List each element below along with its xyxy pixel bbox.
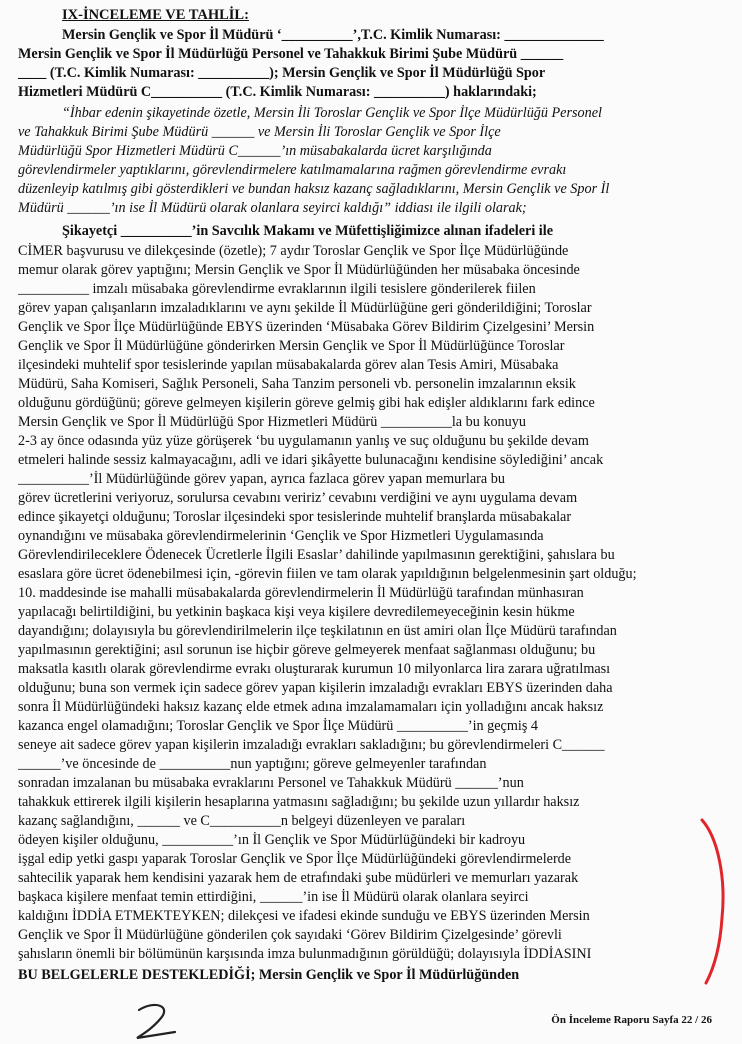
section-heading: IX-İNCELEME VE TAHLİL: <box>62 7 249 23</box>
text-line: yapılmasının gerektiğini; asıl sorunun ise hiçbir göreve gelmeyerek menfaat sağlanması olduğunu; bu <box>18 642 596 658</box>
text-line: kaldığını İDDİA ETMEKTEYKEN; dilekçesi ve ifadesi ekinde sunduğu ve EBYS üzerinden Mersin <box>18 908 590 924</box>
text-line: ödeyen kişiler olduğunu, __________’ın İl Gençlik ve Spor Müdürlüğündeki bir kadroyu <box>18 832 526 848</box>
text-line: Müdürü, Saha Komiseri, Sağlık Personeli, Saha Tanzim personeli vb. personelin imzalarının eksik <box>18 376 576 392</box>
text-line: 2-3 ay önce odasında yüz yüze görüşerek ‘bu uygulamanın yanlış ve suç olduğunu bu şekilde devam <box>18 433 589 449</box>
text-line: seneye ait sadece görev yapan kişilerin imzaladığı evrakları sakladığını; bu görevlendirmeleri C______ <box>18 737 605 753</box>
text-line: görev ücretlerini veriyoruz, sorulursa cevabını veririz’ cevabını verdiğini ve aynı uygulama devam <box>18 490 578 506</box>
text-line: sonra İl Müdürlüğündeki haksız kazanç elde etmek adına imzalamamaları için yolladığını ancak haksız <box>18 699 604 715</box>
text-line: __________’İl Müdürlüğünde görev yapan, ayrıca fazlaca görev yapan memurlara bu <box>18 471 505 487</box>
text-line: başkaca kişilere menfaat temin ettirdiğini, ______’in ise İl Müdürü olarak olanlara seyirci <box>18 889 529 905</box>
text-line: yapılacağı belirtildiğini, bu yetkinin başkaca kişi veya kişilere devredilemeyeceğinin kesin hükme <box>18 604 575 620</box>
text-line: CİMER başvurusu ve dilekçesinde (özetle); 7 aydır Toroslar Gençlik ve Spor İlçe Müdürlüğünde <box>18 243 569 259</box>
text-line: kazanca engel olamadığını; Toroslar Gençlik ve Spor İlçe Müdürü __________’in geçmiş 4 <box>18 718 538 734</box>
text-line: görevlendirmeler yaptıklarını, görevlendirmelere katılmamalarına rağmen görevlendirme evrakı <box>18 162 567 178</box>
text-line: Gençlik ve Spor İl Müdürlüğüne gönderilen çok sayıdaki ‘Görev Bildirim Çizelgesinde’ görevli <box>18 927 562 943</box>
text-line: işgal edip yetki gaspı yaparak Toroslar Gençlik ve Spor İlçe Müdürlüğündeki görevlendirmelerde <box>18 851 572 867</box>
text-line: Görevlendirileceklere Ödenecek Ücretlerle İlgili Esaslar’ dahilinde yapılmasının gerektiğini, şahıslara bu <box>18 547 615 563</box>
text-line: ilçesindeki muhtelif spor tesislerinde yapılan müsabakalarda görev alan Tesis Amiri, Müsabaka <box>18 357 559 373</box>
text-line: düzenleyip katılmış gibi gösterdikleri ve bundan haksız kazanç sağladıklarını, Mersin Gençlik ve Spor İl <box>18 181 610 197</box>
text-line: dayandığını; dolayısıyla bu görevlendirilmelerin ilçe teşkilatının en üst amiri olan İlçe Müdürü tarafından <box>18 623 617 639</box>
text-line: etmeleri halinde sessiz kalmayacağını, adli ve idari şikâyette bulunacağını kendisine söylediğini’ ancak <box>18 452 604 468</box>
handwritten-initial-icon <box>135 1000 185 1040</box>
text-line: sonradan imzalanan bu müsabaka evraklarını Personel ve Tahakkuk Müdürü ______’nun <box>18 775 524 791</box>
text-line: ____ (T.C. Kimlik Numarası: __________); Mersin Gençlik ve Spor İl Müdürlüğü Spor <box>18 65 546 81</box>
text-line: sahtecilik yaparak hem kendisini yazarak hem de etrafındaki şube müdürleri ve memurları yazarak <box>18 870 579 886</box>
text-line: oynandığını ve müsabaka görevlendirmelerinin ‘Gençlik ve Spor Hizmetleri Uygulamasında <box>18 528 544 544</box>
text-line: şahısların önemli bir bölümünün karşısında imza bulunmadığının görüldüğü; dolayısıyla İDDİASINI <box>18 946 592 962</box>
text-line: olduğunu gördüğünü; göreve gelmeyen kişilerin göreve gelmiş gibi hak edişler aldıklarını fark edince <box>18 395 595 411</box>
text-line: Mersin Gençlik ve Spor İl Müdürlüğü Personel ve Tahakkuk Birimi Şube Müdürü ______ <box>18 46 564 62</box>
text-line: edince şikayetçi olduğunu; Toroslar ilçesindeki spor tesislerinde muhtelif branşlarda müsabakalar <box>18 509 572 525</box>
red-margin-mark <box>700 818 730 988</box>
text-line: ______’ve öncesinde de __________nun yaptığını; göreve gelmeyenler tarafından <box>18 756 487 772</box>
text-line: Hizmetleri Müdürü C__________ (T.C. Kimlik Numarası: __________) haklarındaki; <box>18 84 537 100</box>
text-line: Gençlik ve Spor İl Müdürlüğüne gönderirken Mersin Gençlik ve Spor İl Müdürlüğünce Toroslar <box>18 338 565 354</box>
text-line: “İhbar edenin şikayetinde özetle, Mersin İli Toroslar Gençlik ve Spor İlçe Müdürlüğü Personel <box>62 105 602 121</box>
text-line: Müdürü ______’ın ise İl Müdürü olarak olanlara seyirci kaldığı” iddiası ile ilgili olarak; <box>18 200 527 216</box>
text-line: esaslara göre ücret ödenebilmesi için, -görevin fiilen ve tam olarak yapıldığının belgelenmesinin şart olduğu; <box>18 566 637 582</box>
text-line: tahakkuk ettirerek ilgili kişilerin hesaplarına yatmasını sağladığını; bu şekilde uzun yıllardır haksız <box>18 794 580 810</box>
text-line: Gençlik ve Spor İlçe Müdürlüğünde EBYS üzerinden ‘Müsabaka Görev Bildirim Çizelgesini’ Mersin <box>18 319 595 335</box>
text-line: ve Tahakkuk Birimi Şube Müdürü ______ ve Mersin İli Toroslar Gençlik ve Spor İlçe <box>18 124 501 140</box>
text-line: BU BELGELERLE DESTEKLEDİĞİ; Mersin Gençlik ve Spor İl Müdürlüğünden <box>18 967 520 983</box>
page-footer: Ön İnceleme Raporu Sayfa 22 / 26 <box>551 1014 712 1026</box>
text-line: Mersin Gençlik ve Spor İl Müdürü ‘__________’,T.C. Kimlik Numarası: ______________ <box>62 27 604 43</box>
text-line: görev yapan çalışanların imzaladıklarını ve aynı şekilde İl Müdürlüğüne geri gönderildiğini; Toroslar <box>18 300 592 316</box>
text-line: kazanç sağlandığını, ______ ve C__________n belgeyi düzenleyen ve paraları <box>18 813 466 829</box>
text-line: memur olarak görev yaptığını; Mersin Gençlik ve Spor İl Müdürlüğünden her müsabaka öncesinde <box>18 262 580 278</box>
text-line: Şikayetçi __________’in Savcılık Makamı ve Müfettişliğimizce alınan ifadeleri ile <box>62 223 553 239</box>
text-line: olduğunu; buna son vermek için sadece görev yapan kişilerin imzaladığı evrakları EBYS üzerinden daha <box>18 680 613 696</box>
text-line: maksatla kasıtlı olarak görevlendirme evrakı oluşturarak kurumun 10 milyonlarca lira zarara uğratılması <box>18 661 611 677</box>
text-line: 10. maddesinde ise mahalli müsabakalarda görevlendirmelerin İl Müdürlüğü tarafından münhasıran <box>18 585 584 601</box>
text-line: __________ imzalı müsabaka görevlendirme evraklarının ilgili tesislere gönderilerek fiilen <box>18 281 536 297</box>
text-line: Müdürlüğü Spor Hizmetleri Müdürü C______’ın müsabakalarda ücret karşılığında <box>18 143 492 159</box>
text-line: Mersin Gençlik ve Spor İl Müdürlüğü Spor Hizmetleri Müdürü __________la bu konuyu <box>18 414 526 430</box>
